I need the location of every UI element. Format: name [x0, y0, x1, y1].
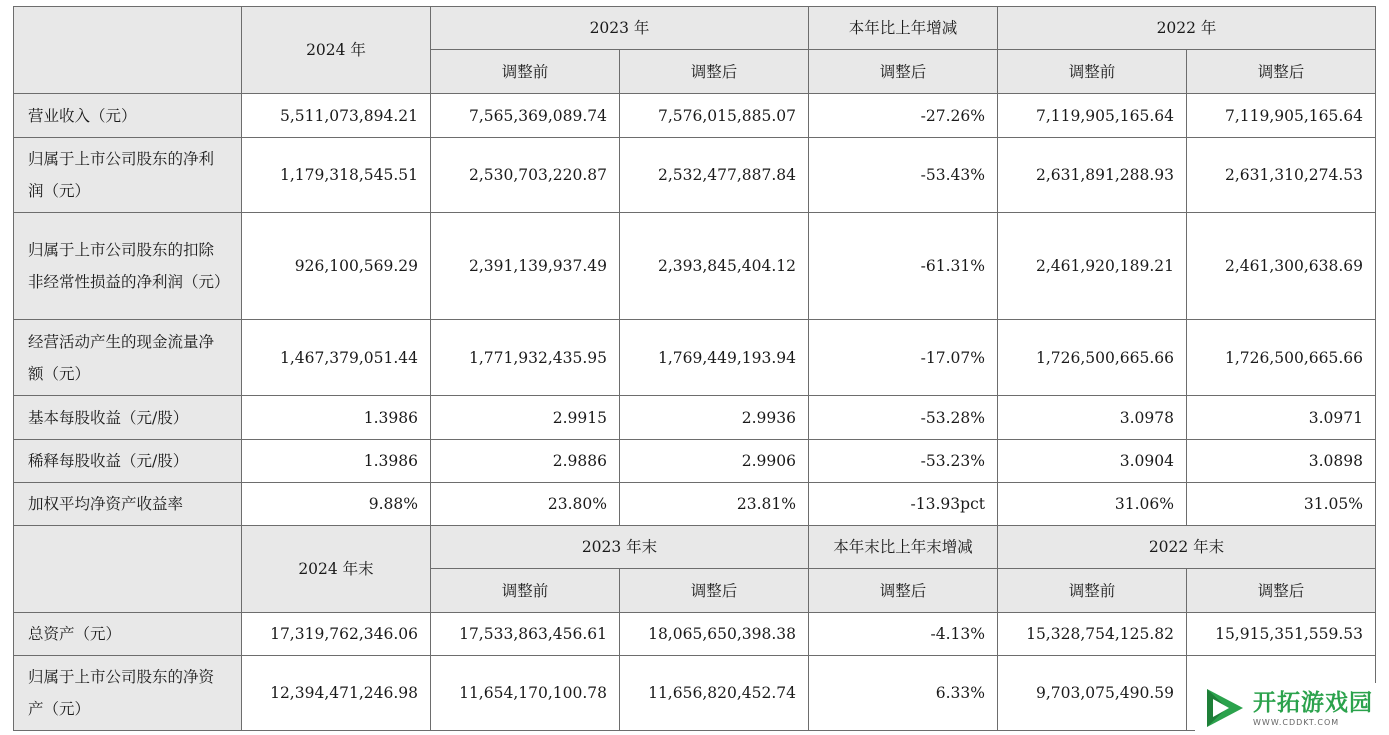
value-2022-after: 2,461,300,638.69	[1187, 213, 1376, 320]
value-2024: 12,394,471,246.98	[242, 656, 431, 731]
value-2023-after: 2.9936	[620, 396, 809, 440]
value-2022-before: 2,631,891,288.93	[998, 138, 1187, 213]
header-2022-after: 调整后	[1187, 50, 1376, 94]
value-2023-before: 11,654,170,100.78	[431, 656, 620, 731]
value-2022-after: 3.0971	[1187, 396, 1376, 440]
financial-summary-table	[13, 6, 1376, 731]
header-2024-end: 2024 年末	[242, 526, 431, 613]
table-row	[14, 613, 1376, 656]
value-2022-before: 7,119,905,165.64	[998, 94, 1187, 138]
value-2023-before: 23.80%	[431, 483, 620, 526]
value-change: -17.07%	[809, 320, 998, 396]
header-blank-cell	[14, 526, 242, 613]
row-label: 归属于上市公司股东的扣除非经常性损益的净利润（元）	[14, 213, 242, 320]
header-2022-before: 调整前	[998, 50, 1187, 94]
value-2022-before: 15,328,754,125.82	[998, 613, 1187, 656]
value-2023-before: 7,565,369,089.74	[431, 94, 620, 138]
value-2024: 1,179,318,545.51	[242, 138, 431, 213]
value-change: -4.13%	[809, 613, 998, 656]
header-2023: 2023 年	[431, 7, 809, 50]
header-2024: 2024 年	[242, 7, 431, 94]
row-label: 基本每股收益（元/股）	[14, 396, 242, 440]
value-change: -13.93pct	[809, 483, 998, 526]
value-2023-after: 23.81%	[620, 483, 809, 526]
value-2022-before: 9,703,075,490.59	[998, 656, 1187, 731]
header-2022-end-before: 调整前	[998, 569, 1187, 613]
value-change: -61.31%	[809, 213, 998, 320]
header-change: 本年比上年增减	[809, 7, 998, 50]
row-label: 归属于上市公司股东的净利润（元）	[14, 138, 242, 213]
header-change-after: 调整后	[809, 50, 998, 94]
value-2023-after: 18,065,650,398.38	[620, 613, 809, 656]
value-2022-after: 1,726,500,665.66	[1187, 320, 1376, 396]
value-2023-before: 1,771,932,435.95	[431, 320, 620, 396]
value-2022-before: 3.0904	[998, 440, 1187, 483]
row-label: 稀释每股收益（元/股）	[14, 440, 242, 483]
value-2023-after: 2,532,477,887.84	[620, 138, 809, 213]
value-2024: 1.3986	[242, 396, 431, 440]
table-row	[14, 138, 1376, 213]
value-change: 6.33%	[809, 656, 998, 731]
value-2022-before: 3.0978	[998, 396, 1187, 440]
row-label: 加权平均净资产收益率	[14, 483, 242, 526]
value-2024: 5,511,073,894.21	[242, 94, 431, 138]
value-2022-before: 31.06%	[998, 483, 1187, 526]
table-row	[14, 656, 1376, 731]
value-2022-after: 31.05%	[1187, 483, 1376, 526]
table-row	[14, 396, 1376, 440]
value-2024: 17,319,762,346.06	[242, 613, 431, 656]
row-label: 经营活动产生的现金流量净额（元）	[14, 320, 242, 396]
value-2024: 9.88%	[242, 483, 431, 526]
header-2023-before: 调整前	[431, 50, 620, 94]
value-2022-after: 15,915,351,559.53	[1187, 613, 1376, 656]
value-2024: 1,467,379,051.44	[242, 320, 431, 396]
row-label: 归属于上市公司股东的净资产（元）	[14, 656, 242, 731]
value-change: -53.43%	[809, 138, 998, 213]
watermark-name: 开拓游戏园	[1253, 689, 1373, 716]
value-2023-after: 7,576,015,885.07	[620, 94, 809, 138]
value-2023-before: 2.9886	[431, 440, 620, 483]
value-change: -53.28%	[809, 396, 998, 440]
value-2024: 926,100,569.29	[242, 213, 431, 320]
value-2023-before: 17,533,863,456.61	[431, 613, 620, 656]
value-2023-before: 2,391,139,937.49	[431, 213, 620, 320]
value-2024: 1.3986	[242, 440, 431, 483]
value-2022-before: 2,461,920,189.21	[998, 213, 1187, 320]
header-2023-end: 2023 年末	[431, 526, 809, 569]
value-2023-before: 2,530,703,220.87	[431, 138, 620, 213]
header-change-end-after: 调整后	[809, 569, 998, 613]
value-change: -27.26%	[809, 94, 998, 138]
header-2022: 2022 年	[998, 7, 1376, 50]
header-2023-end-before: 调整前	[431, 569, 620, 613]
value-change: -53.23%	[809, 440, 998, 483]
table-row	[14, 440, 1376, 483]
header-2023-end-after: 调整后	[620, 569, 809, 613]
row-label: 营业收入（元）	[14, 94, 242, 138]
value-2023-after: 2.9906	[620, 440, 809, 483]
header-blank-cell	[14, 7, 242, 94]
header-2023-after: 调整后	[620, 50, 809, 94]
table-row	[14, 483, 1376, 526]
value-2023-before: 2.9915	[431, 396, 620, 440]
value-2022-after: 7,119,905,165.64	[1187, 94, 1376, 138]
header-2022-end-after: 调整后	[1187, 569, 1376, 613]
value-2023-after: 2,393,845,404.12	[620, 213, 809, 320]
watermark-url: WWW.CDDKT.COM	[1253, 717, 1340, 727]
value-2022-after: 2,631,310,274.53	[1187, 138, 1376, 213]
watermark-logo	[1195, 683, 1380, 733]
header-2022-end: 2022 年末	[998, 526, 1376, 569]
header-change-end: 本年末比上年末增减	[809, 526, 998, 569]
play-triangle-icon	[1201, 685, 1247, 731]
row-label: 总资产（元）	[14, 613, 242, 656]
table-row	[14, 94, 1376, 138]
value-2023-after: 1,769,449,193.94	[620, 320, 809, 396]
value-2023-after: 11,656,820,452.74	[620, 656, 809, 731]
value-2022-after: 3.0898	[1187, 440, 1376, 483]
table-row	[14, 320, 1376, 396]
table-row	[14, 213, 1376, 320]
value-2022-before: 1,726,500,665.66	[998, 320, 1187, 396]
